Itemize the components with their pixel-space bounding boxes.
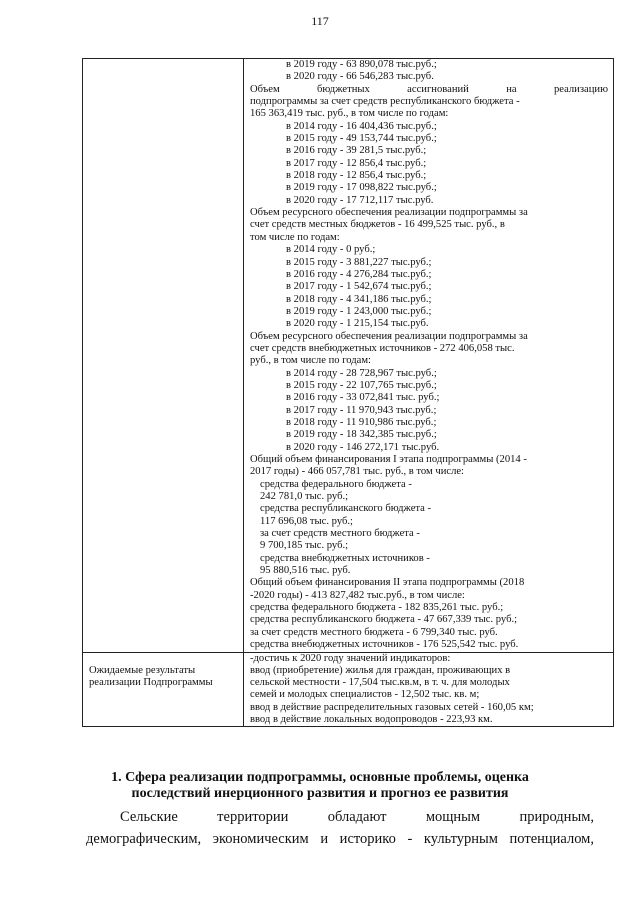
paragraph-line-2: демографическим, экономическим и историко - культурным потенциалом, bbox=[86, 831, 594, 847]
financing-line: в 2020 году - 17 712,117 тыс.руб. bbox=[286, 194, 434, 206]
financing-line: Общий объем финансирования I этапа подпрограммы (2014 - bbox=[250, 454, 527, 465]
financing-line: в 2018 году - 11 910,986 тыс.руб.; bbox=[286, 416, 437, 428]
results-line: -достичь к 2020 году значений индикаторов: bbox=[250, 652, 451, 664]
table-row-results bbox=[83, 652, 614, 727]
financing-line: Объем ресурсного обеспечения реализации подпрограммы за bbox=[250, 207, 528, 219]
financing-line: за счет средств местного бюджета - bbox=[260, 528, 420, 540]
financing-line: в 2015 году - 3 881,227 тыс.руб.; bbox=[286, 256, 432, 268]
financing-line: Объем ресурсного обеспечения реализации подпрограммы за bbox=[250, 330, 528, 342]
financing-line: в 2014 году - 16 404,436 тыс.руб.; bbox=[286, 120, 437, 132]
financing-line: в 2018 году - 12 856,4 тыс.руб.; bbox=[286, 170, 427, 182]
financing-line: средства федерального бюджета - bbox=[260, 478, 412, 490]
financing-line: 9 700,185 тыс. руб.; bbox=[260, 540, 349, 552]
results-lines bbox=[250, 653, 608, 727]
section-heading bbox=[60, 770, 580, 802]
financing-line: в 2019 году - 18 342,385 тыс.руб.; bbox=[286, 429, 437, 441]
financing-line: средства внебюджетных источников - bbox=[260, 552, 430, 564]
results-line: сельской местности - 17,504 тыс.кв.м, в т. ч. для молодых bbox=[250, 677, 510, 689]
financing-line: в 2019 году - 1 243,000 тыс.руб.; bbox=[286, 305, 432, 317]
table-row-financing bbox=[83, 59, 614, 653]
financing-line: 95 880,516 тыс. руб. bbox=[260, 565, 351, 577]
financing-line: Общий объем финансирования II этапа подпрограммы (2018 bbox=[250, 577, 525, 589]
financing-line: подпрограммы за счет средств республиканского бюджета - bbox=[250, 96, 520, 108]
financing-line: 242 781,0 тыс. руб.; bbox=[260, 491, 349, 503]
financing-line: в 2019 году - 17 098,822 тыс.руб.; bbox=[286, 182, 437, 194]
financing-line: в 2015 году - 49 153,744 тыс.руб.; bbox=[286, 133, 437, 145]
financing-line: средства внебюджетных источников - 176 525,542 тыс. руб. bbox=[250, 639, 519, 651]
financing-line: в 2016 году - 39 281,5 тыс.руб.; bbox=[286, 145, 427, 157]
financing-line: в 2020 году - 66 546,283 тыс.руб. bbox=[286, 71, 434, 83]
financing-line: 2017 годы) - 466 057,781 тыс. руб., в том числе: bbox=[250, 466, 465, 478]
passport-table bbox=[82, 58, 614, 727]
financing-line: в 2020 году - 1 215,154 тыс.руб. bbox=[286, 318, 429, 330]
financing-lines bbox=[250, 59, 608, 652]
financing-line: в 2014 году - 0 руб.; bbox=[286, 244, 376, 256]
results-line: ввод в действие локальных водопроводов - 223,93 км. bbox=[250, 713, 493, 725]
results-line: ввод (приобретение) жилья для граждан, проживающих в bbox=[250, 664, 511, 676]
page-number: 117 bbox=[311, 14, 329, 28]
paragraph-line-1: Сельские территории обладают мощным природным, bbox=[120, 809, 594, 825]
financing-line: средства федерального бюджета - 182 835,261 тыс. руб.; bbox=[250, 602, 504, 614]
financing-line: в 2016 году - 4 276,284 тыс.руб.; bbox=[286, 268, 432, 280]
financing-line: руб., в том числе по годам: bbox=[250, 355, 371, 367]
financing-line: за счет средств местного бюджета - 6 799,340 тыс. руб. bbox=[250, 626, 498, 638]
section-paragraph bbox=[86, 806, 594, 850]
financing-line: 117 696,08 тыс. руб.; bbox=[260, 515, 353, 527]
table-cell-results bbox=[244, 652, 614, 727]
financing-line: в 2017 году - 12 856,4 тыс.руб.; bbox=[286, 157, 427, 169]
financing-line: счет средств внебюджетных источников - 272 406,058 тыс. bbox=[250, 342, 515, 354]
results-line: семей и молодых специалистов - 12,502 тыс. кв. м; bbox=[250, 689, 480, 701]
section-heading-line-2: последствий инерционного развития и прогноз ее развития bbox=[131, 786, 509, 801]
financing-line: в 2017 году - 1 542,674 тыс.руб.; bbox=[286, 281, 432, 293]
financing-line: в 2015 году - 22 107,765 тыс.руб.; bbox=[286, 379, 437, 391]
financing-line: счет средств местных бюджетов - 16 499,525 тыс. руб., в bbox=[250, 219, 505, 231]
financing-line: 165 363,419 тыс. руб., в том числе по годам: bbox=[250, 108, 449, 120]
financing-line: в 2019 году - 63 890,078 тыс.руб.; bbox=[286, 59, 437, 70]
financing-line: -2020 годы) - 413 827,482 тыс.руб., в том числе: bbox=[250, 589, 465, 601]
results-label: Ожидаемые результаты реализации Подпрограммы bbox=[83, 652, 244, 727]
financing-line: в 2016 году - 33 072,841 тыс. руб.; bbox=[286, 392, 440, 404]
financing-line: Объем бюджетных ассигнований на реализацию bbox=[250, 83, 608, 95]
table-cell-financing bbox=[244, 59, 614, 653]
financing-line: в 2018 году - 4 341,186 тыс.руб.; bbox=[286, 293, 432, 305]
financing-line: средства республиканского бюджета - bbox=[260, 503, 432, 515]
financing-line: средства республиканского бюджета - 47 667,339 тыс. руб.; bbox=[250, 614, 518, 626]
financing-line: в 2017 году - 11 970,943 тыс.руб.; bbox=[286, 404, 437, 416]
results-line: ввод в действие распределительных газовых сетей - 160,05 км; bbox=[250, 701, 534, 713]
section-heading-line-1: 1. Сфера реализации подпрограммы, основные проблемы, оценка bbox=[111, 770, 529, 785]
financing-line: том числе по годам: bbox=[250, 231, 340, 243]
table-cell-label-empty bbox=[83, 59, 244, 653]
financing-line: в 2014 году - 28 728,967 тыс.руб.; bbox=[286, 367, 437, 379]
financing-line: в 2020 году - 146 272,171 тыс.руб. bbox=[286, 441, 440, 453]
